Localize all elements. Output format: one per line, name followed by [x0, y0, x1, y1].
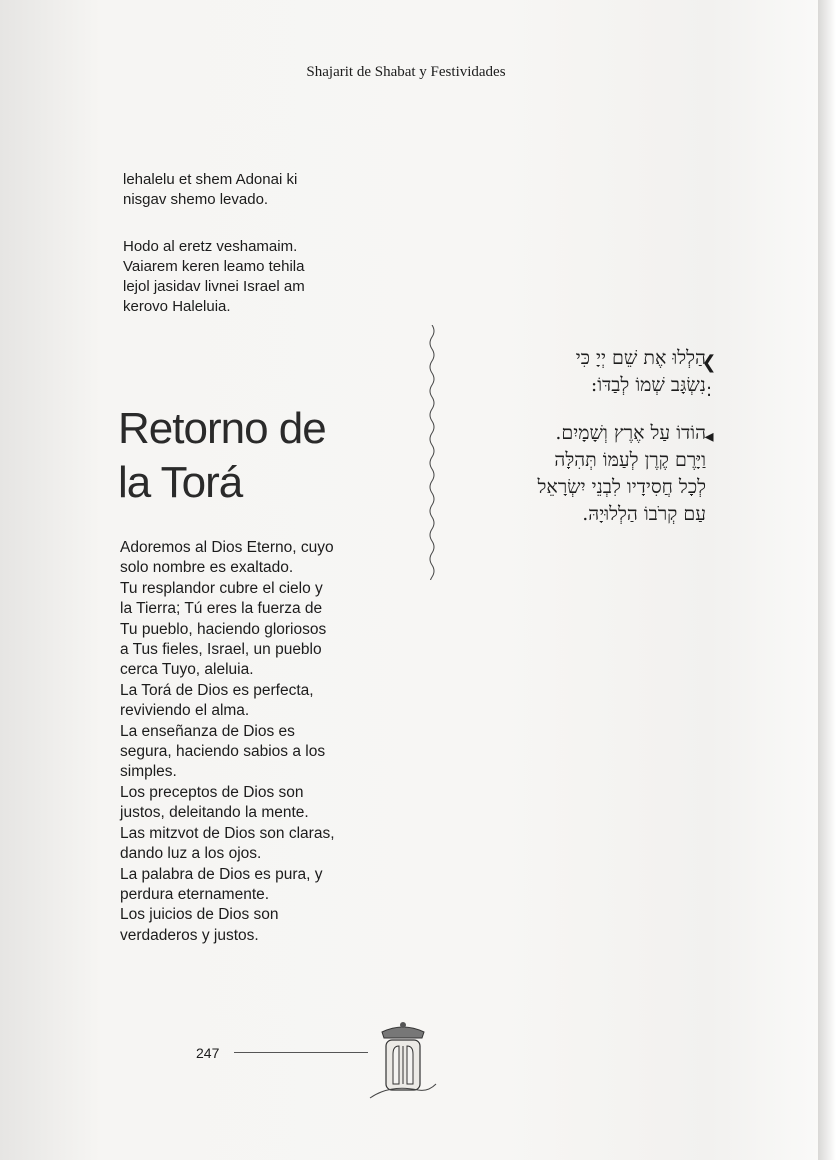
running-header: Shajarit de Shabat y Festividades: [306, 64, 506, 80]
page-edge: [818, 0, 836, 1160]
translit-line: nisgav shemo levado.: [123, 191, 269, 208]
hebrew-block-2: [446, 420, 706, 528]
hebrew-line: הַלְלוּ אֶת שֵׁם יְיָ כִּי: [575, 347, 706, 369]
translation-line: Los preceptos de Dios son: [120, 783, 304, 801]
translation-line: cerca Tuyo, aleluia.: [120, 661, 254, 679]
footer-rule: [234, 1052, 368, 1053]
translation-line: La palabra de Dios es pura, y: [120, 865, 323, 883]
translation-line: Tu pueblo, haciendo gloriosos: [120, 620, 327, 638]
translit-line: Hodo al eretz veshamaim.: [123, 238, 298, 255]
transliteration-block-2: [123, 237, 403, 317]
translation-line: La Torá de Dios es perfecta,: [120, 681, 314, 699]
hebrew-line: עַם קְרֹבוֹ הַלְלוּיָהּ.: [582, 503, 706, 525]
translit-line: Vaiarem keren leamo tehila: [123, 258, 305, 275]
translation-line: La enseñanza de Dios es: [120, 722, 295, 740]
hebrew-block-1: [446, 345, 706, 399]
translation-line: Las mitzvot de Dios son claras,: [120, 824, 335, 842]
translation-block: [120, 538, 420, 946]
hebrew-line: לְכָל חֲסִידָיו לִבְנֵי יִשְׂרָאֵל: [537, 476, 706, 498]
translit-line: kerovo Haleluia.: [123, 298, 231, 315]
translation-line: Los juicios de Dios son: [120, 906, 279, 924]
verse-end-marker: :: [705, 380, 713, 401]
translation-line: simples.: [120, 763, 177, 781]
translation-line: perdura eternamente.: [120, 885, 270, 903]
translation-line: dando luz a los ojos.: [120, 845, 262, 863]
translation-line: segura, haciendo sabios a los: [120, 743, 326, 761]
translit-line: lehalelu et shem Adonai ki: [123, 171, 298, 188]
torah-ark-icon: [366, 1018, 440, 1102]
translation-line: reviviendo el alma.: [120, 702, 250, 720]
section-title-line-2: la Torá: [118, 458, 243, 507]
translation-line: Tu resplandor cubre el cielo y: [120, 579, 323, 597]
page-number: 247: [196, 1045, 220, 1061]
section-title: [118, 402, 418, 510]
transliteration-block-1: [123, 170, 403, 210]
translit-line: lejol jasidav livnei Israel am: [123, 278, 305, 295]
translation-line: solo nombre es exaltado.: [120, 559, 294, 577]
translation-line: verdaderos y justos.: [120, 926, 259, 944]
hebrew-line: הוֹדוֹ עַל אֶרֶץ וְשָׁמָיִם.: [555, 422, 706, 444]
section-title-line-1: Retorno de: [118, 404, 326, 453]
hebrew-line: נִשְׂגָּב שְׁמוֹ לְבַדּוֹ:: [590, 374, 706, 396]
translation-line: a Tus fieles, Israel, un pueblo: [120, 641, 322, 659]
translation-line: justos, deleitando la mente.: [120, 804, 309, 822]
section-marker-1: ❮: [701, 352, 717, 373]
translation-line: Adoremos al Dios Eterno, cuyo: [120, 539, 334, 556]
hebrew-line: וַיָּרֶם קֶרֶן לְעַמּוֹ תְּהִלָּה: [554, 449, 706, 471]
translation-line: la Tierra; Tú eres la fuerza de: [120, 600, 323, 618]
wavy-divider: [424, 325, 440, 580]
section-marker-2: ◂: [704, 426, 714, 447]
